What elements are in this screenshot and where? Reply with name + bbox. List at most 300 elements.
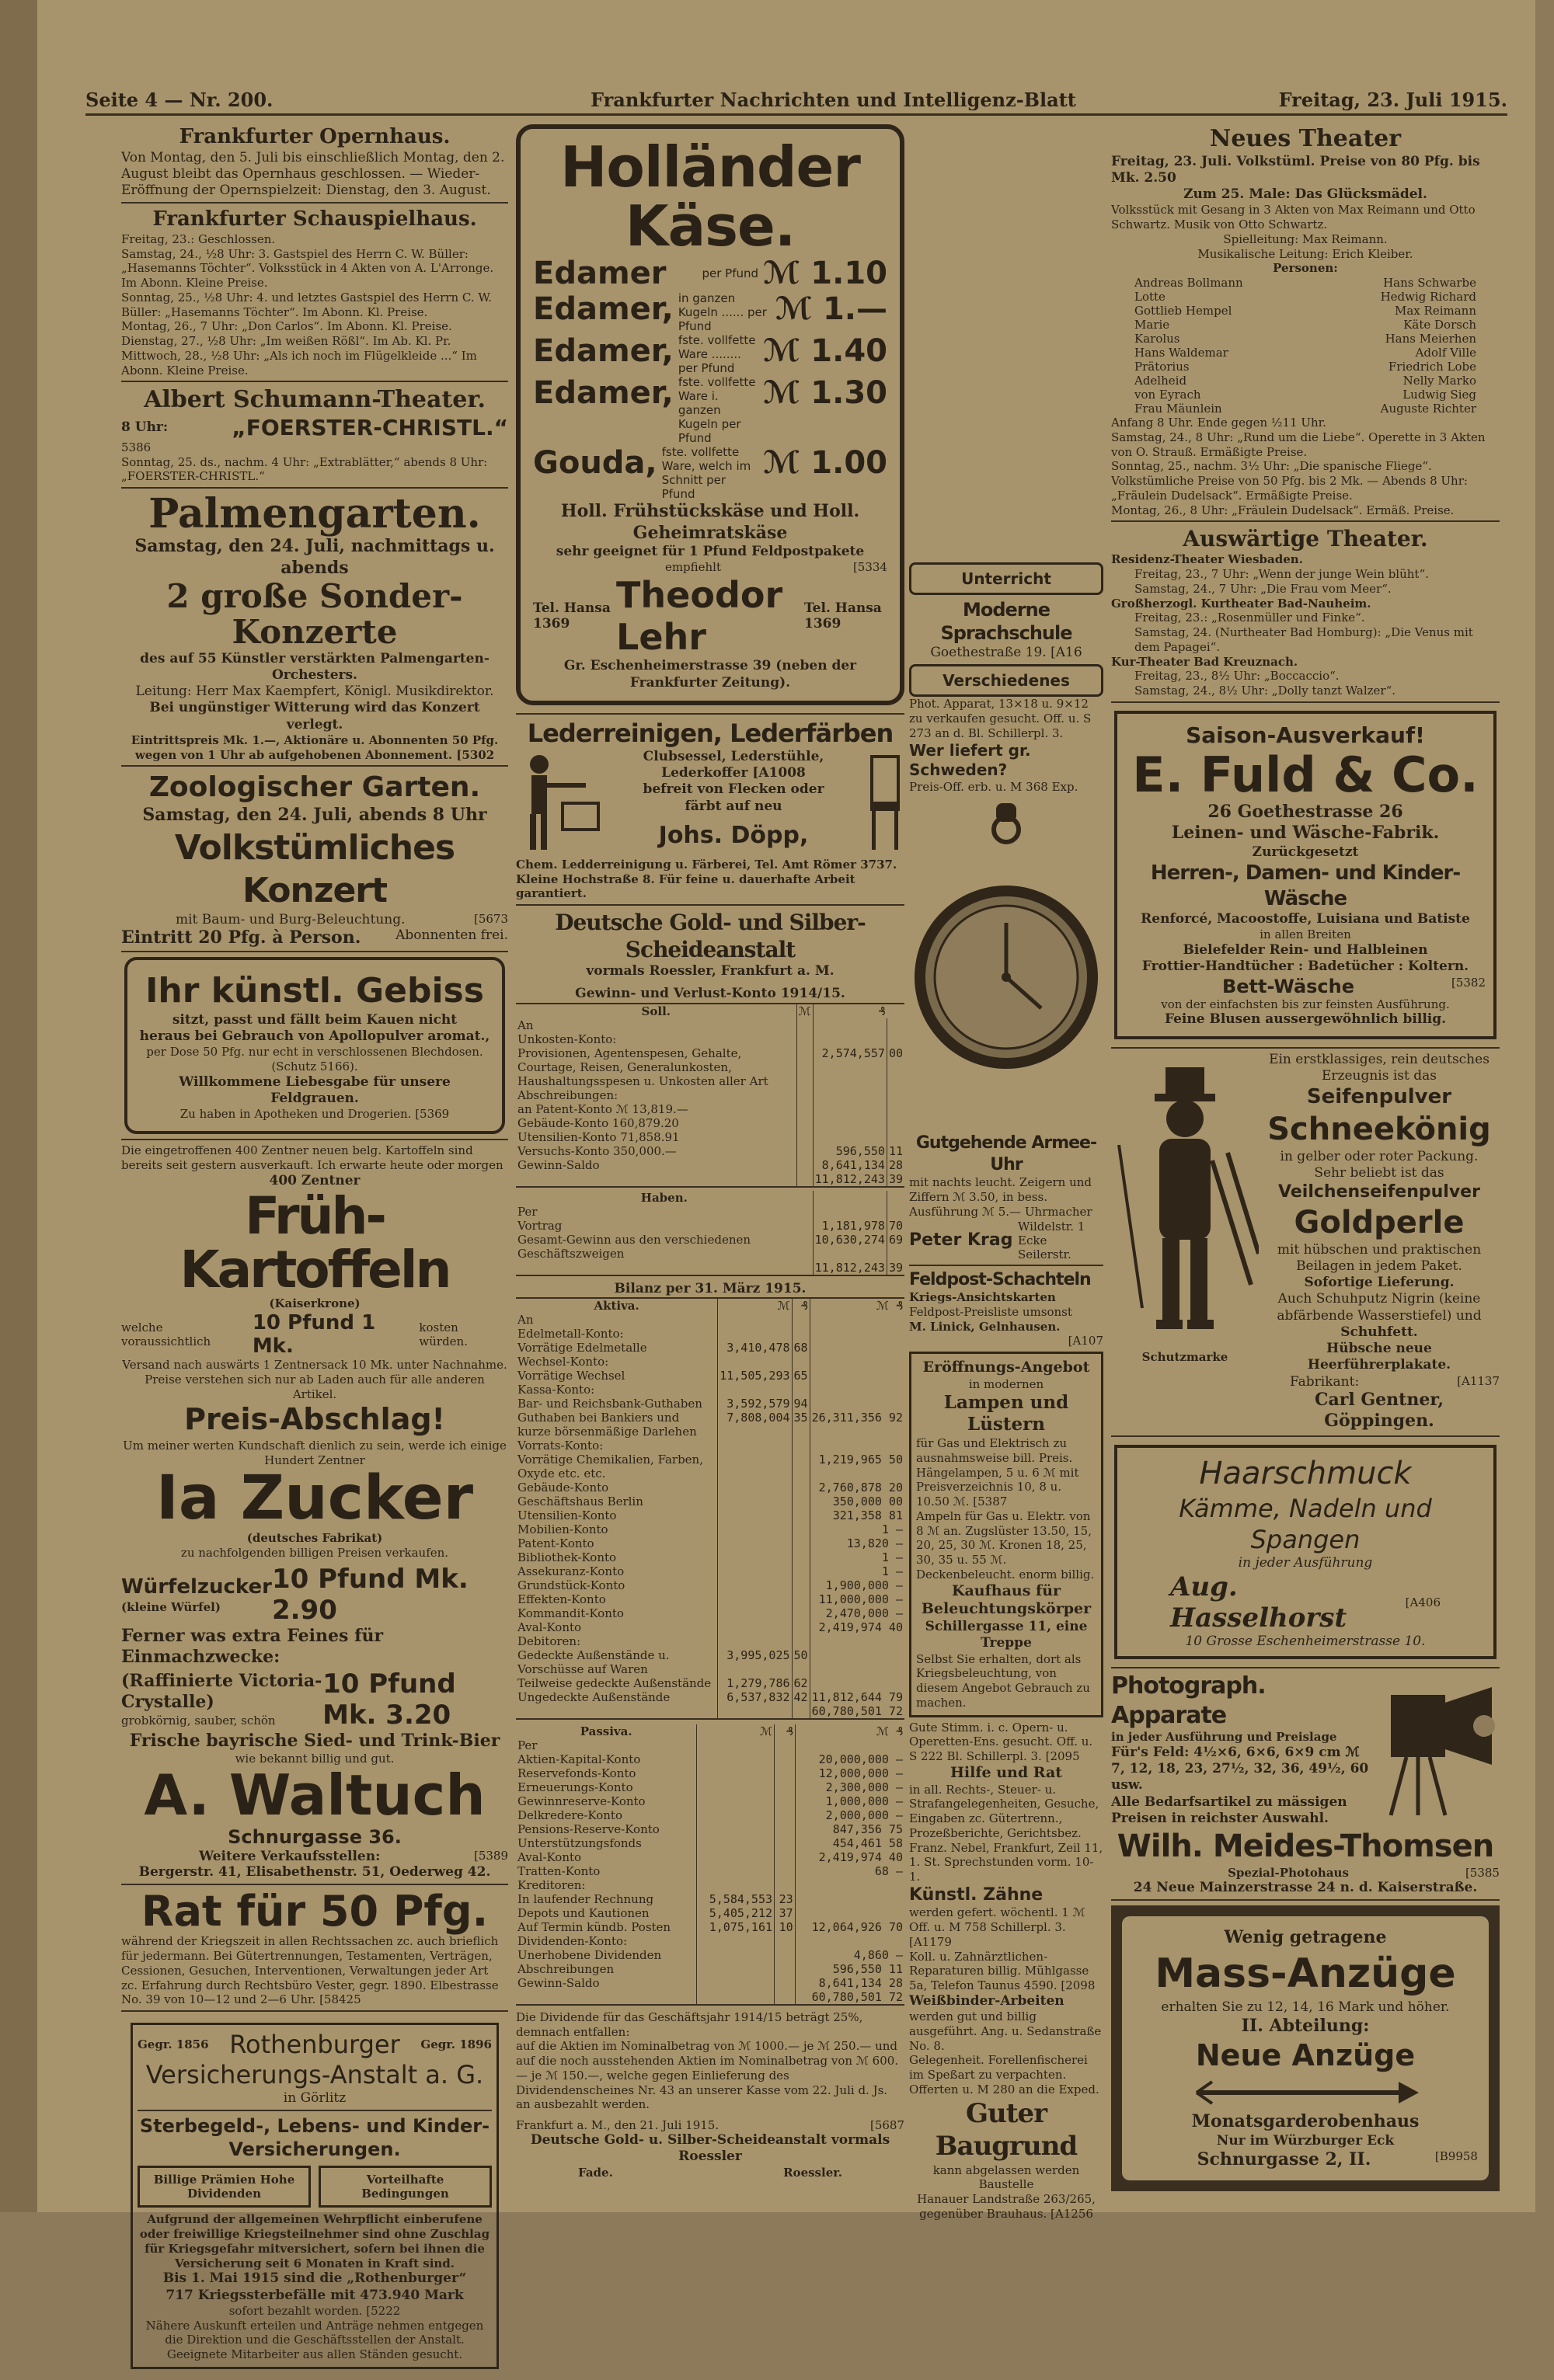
c3-hilfe: Hilfe und Rat [949,1763,1063,1781]
schnee-code: [A1137 [1457,1373,1500,1388]
aktiva-cell [792,1522,810,1536]
aktiva-cell: Gedeckte Außenstände u. Vorschüsse auf Waren [517,1648,670,1676]
gvsoll-cell [796,1144,813,1158]
gvsoll-row [516,1046,904,1088]
passiva-head: Passiva. [580,1724,632,1738]
gebiss-l6: Zu haben in Apotheken und Drogerien. [5369 [179,1107,450,1122]
leder-title: Lederreinigen, Lederfärben [527,718,894,748]
leder-l2: Lederkoffer [A1008 [661,765,806,781]
kaese-feld: sehr geeignet für 1 Pfund Feldpostpakete [556,544,865,560]
aktiva-row [516,1522,904,1536]
c3-lampen: Lampen und Lüstern [943,1391,1069,1435]
waltuch-stellen: Bergerstr. 41, Elisabethenstr. 51, Oederweg 42. [138,1863,491,1880]
zucker-sub: (deutsches Fabrikat) [246,1531,383,1546]
gvsoll-row [516,1032,904,1046]
aktiva-cell [792,1453,810,1481]
passiva-row [516,1892,904,1906]
passiva-row [516,1962,904,1976]
rat-ad [121,1888,508,2007]
aktiva-cell: 1,900,000 — [810,1578,904,1592]
aktiva-cell [718,1704,792,1719]
gvsoll-cell [796,1032,813,1046]
rothenburger-gegr1: Gegr. 1856 [138,2037,209,2052]
cast-list [1111,276,1500,416]
aktiva-cell: 11,505,293 [718,1369,792,1383]
passiva-row [516,1976,904,1990]
c3-moderne: Moderne Sprachschule [940,599,1072,644]
rothenburger-code: sofort bezahlt worden. [5222 [228,2303,401,2318]
oper-text: Von Montag, den 5. Juli bis einschließlich Montag, den 2. August bleibt das Opernhaus geschlossen. — Wieder-Eröffnung der Opernspielzeit: Dienstag, den 3. August. [121,149,505,198]
passiva-cell: 2,300,000 — [795,1780,904,1794]
gvsoll-cell [813,1018,887,1032]
leder-l3: befreit von Flecken oder [643,781,824,798]
gvsoll-row [516,1172,904,1187]
passiva-cell: Per [517,1738,538,1752]
passiva-cell [697,1738,775,1752]
passiva-cell: Reservefonds-Konto [517,1766,636,1780]
photo-ad [1111,1672,1500,1827]
c3-stimm: Gute Stimm. i. c. Opern- u. Operetten-Ens. gesucht. Off. u. S 222 Bl. Schillerpl. 3. [2095 [909,1720,1093,1763]
scheide-sub: vormals Roessler, Frankfurt a. M. [586,963,834,979]
aktiva-cell [718,1453,792,1481]
rothenburger-sterbe: Sterbegeld-, Lebens- und Kinder-Versicherungen. [139,2115,490,2161]
schauspiel-line-5: Mittwoch, 28., ½8 Uhr: „Als ich noch im Flügelkleide ...“ Im Abonn. Kleine Preise. [121,348,477,378]
gvsoll-cell [887,1116,904,1130]
aktiva-cell [792,1550,810,1564]
gebiss-ad [124,957,505,1134]
passiva-cell [775,1822,796,1836]
camera-icon [1383,1672,1500,1819]
c3-versch: Verschiedenes [909,664,1103,697]
c3-bau: Baustelle [978,2177,1034,2192]
aktiva-cell: 94 [792,1397,810,1411]
scheide-ad [516,909,904,2180]
c3-goethe: Goethestraße 19. [A16 [930,645,1082,660]
aktiva-cell: An [517,1312,534,1327]
aktiva-cell: 11,812,644 79 [810,1690,904,1704]
cast-row [1134,276,1476,290]
aktiva-cell [792,1578,810,1592]
schumann-code: 5386 [121,440,152,454]
passiva-cell: 847,356 75 [795,1822,904,1836]
column-3 [909,562,1103,2222]
aktiva-cell [810,1634,904,1648]
aktiva-cell: 3,995,025 [718,1648,792,1676]
passiva-cell [775,1780,796,1794]
victoria-sub: grobkörnig, sauber, schön [121,1713,276,1728]
aktiva-cell: 321,358 81 [810,1508,904,1522]
passiva-cell [775,1808,796,1822]
rothenburger-ort: in Görlitz [283,2090,347,2107]
haar-title: Haarschmuck [1199,1455,1412,1491]
kartoffel-versand: Versand nach auswärts 1 Zentnersack 10 Mk. unter Nachnahme. Preise verstehen sich nur ab Laden auch für alle anderen Artikel. [122,1358,507,1401]
fuld-bett: Bett-Wäsche [1221,975,1355,997]
palmengarten-date: Samstag, den 24. Juli, nachmittags u. abends [134,536,495,578]
aktiva-cell [792,1634,810,1648]
gvhaben-row [516,1261,904,1275]
passiva-cell: Gewinn-Saldo [517,1975,600,1990]
cast-role: Adelheid [1134,374,1187,388]
passiva-row [516,1920,904,1934]
aktiva-cell: 62 [792,1676,810,1690]
aktiva-cell [718,1383,792,1397]
gvsoll-cell [813,1102,887,1116]
aktiva-cell: 60,780,501 72 [810,1704,904,1719]
aktiva-cell: Utensilien-Konto [517,1508,617,1522]
right-page-edge [1535,0,1554,2212]
schnee-gold: Goldperle [1294,1204,1465,1240]
gebiss-l1: sitzt, passt und fällt beim Kauen nicht [172,1011,458,1028]
aktiva-cell [810,1341,904,1355]
rat-text: während der Kriegszeit in allen Rechtssachen zc. auch brieflich für jedermann. Bei Gütertrennungen, Testamenten, Verträgen, Cessionen, Gesuchen, Interventionen, Verwaltungen jeder Art zc. Erfahrung durch Rechtsbüro Vester, gegr. 1890. Elbestrasse No. 39 von 10—12 und 2—6 Uhr. [58425 [121,1934,499,2007]
gebiss-l3: per Dose 50 Pfg. nur echt in verschlossenen Blechdosen. [146,1045,483,1060]
schnee-plak: Hübsche neue Heerführerplakate. [1307,1341,1451,1373]
mass-abt: II. Abteilung: [1241,2016,1370,2037]
leder-l5: Chem. Ledderreinigung u. Färberei, Tel. Amt Römer 3737. [516,857,897,872]
aktiva-row [516,1439,904,1453]
passiva-row [516,1934,904,1948]
zoo-ad [121,770,508,948]
kartoffel-title: Früh-Kartoffeln [179,1185,450,1300]
fuld-renf: Renforcé, Macoostoffe, Luisiana und Batiste [1141,911,1470,927]
cast-role: Marie [1134,318,1170,332]
passiva-cell: 1,000,000 — [795,1794,904,1808]
wuerfel-sub: (kleine Würfel) [121,1599,221,1614]
passiva-cell: 2,000,000 — [795,1808,904,1822]
aktiva-cell [810,1369,904,1383]
aktiva-cell: Bar- und Reichsbank-Guthaben [517,1396,702,1411]
aktiva-row [516,1355,904,1369]
cast-actor: Adolf Ville [1415,346,1476,360]
kaese-item-4: Gouda, fste. vollfette Ware, welch im Schnitt per Pfund ℳ 1.00 [533,445,887,502]
aktiva-cell: Effekten-Konto [517,1592,606,1606]
zoo-title: Zoologischer Garten. [148,771,481,804]
column-2 [516,124,904,2180]
c3-schwe2: Preis-Off. erb. u. M 368 Exp. [909,779,1078,794]
aktiva-cell: Edelmetall-Konto: [517,1326,624,1341]
gvsoll-row [516,1088,904,1102]
gvsoll-cell: Gewinn-Saldo [517,1157,600,1172]
aktiva-cell [718,1313,792,1327]
schauspiel-ad [121,207,508,378]
aktiva-cell [810,1648,904,1676]
passiva-cell [795,1934,904,1948]
gvsoll-cell [796,1046,813,1088]
column-1 [121,124,508,2380]
aktiva-cell [718,1634,792,1648]
aktiva-cell [718,1355,792,1369]
aktiva-cell [810,1383,904,1397]
ausw-r1: Freitag, 23., 7 Uhr: „Wenn der junge Wein blüht“. [1134,567,1429,581]
aktiva-row [516,1564,904,1578]
aktiva-cell: 2,470,000 — [810,1606,904,1620]
neues-l1: Freitag, 23. Juli. Volkstüml. Preise von 80 Pfg. bis Mk. 2.50 [1111,153,1480,186]
passiva-row [516,1822,904,1836]
haar-addr: 10 Grosse Eschenheimerstrasse 10. [1185,1633,1426,1649]
cast-row [1134,374,1476,388]
victoria-price: 10 Pfund Mk. 3.20 [322,1668,456,1731]
ausw-r0: Residenz-Theater Wiesbaden. [1111,552,1303,567]
passiva-cell [795,1906,904,1920]
fuld-breit: in allen Breiten [1260,927,1351,942]
neues-l5: Musikalische Leitung: Erich Kleiber. [1197,246,1413,261]
oper-title: Frankfurter Opernhaus. [179,125,451,148]
scheide-ort: Frankfurt a. M., den 21. Juli 1915. [516,2118,720,2133]
scheide-sig: Deutsche Gold- u. Silber-Scheideanstalt vormals Roessler [530,2132,890,2165]
aktiva-cell: Vorrätige Chemikalien, Farben, Oxyde etc. etc. [517,1452,703,1481]
aktiva-cell: 2,419,974 40 [810,1620,904,1634]
header-page-number: Seite 4 — Nr. 200. [85,89,274,111]
aktiva-row [516,1592,904,1606]
kartoffel-zentner: 400 Zentner [269,1172,361,1188]
gvsoll-cell [813,1116,887,1130]
fuld-addr: 26 Goethestrasse 26 [1207,801,1403,822]
aktiva-row [516,1494,904,1508]
kartoffel-pfund-post: kosten würden. [419,1320,468,1349]
ausw-r4: Freitag, 23.: „Rosenmüller und Finke“. [1134,611,1365,625]
scheide-code: [5687 [869,2118,904,2133]
passiva-cell [697,1752,775,1766]
zucker-text: zu nachfolgenden billigen Preisen verkaufen. [180,1546,449,1561]
schnee-sehr: Sehr beliebt ist das [1314,1164,1444,1181]
passiva-row [516,1948,904,1962]
rothenburger-text: Aufgrund der allgemeinen Wehrpflicht einberufene oder freiwillige Kriegsteilnehmer sind ohne Zuschlag für Kriegsgefahr mitversichert, sofern bei ihnen die Versicherung seit 6 Monaten in Kraft sind. [139,2212,490,2270]
c3-ampeln: Ampeln für Gas u. Elektr. von 8 ℳ an. Zugslüster 13.50, 15, 20, 25, 30 ℳ. Kronen 18, 25, 30, 35 u. 55 ℳ. Deckenbeleucht. enorm billig. [916,1508,1095,1581]
kaese-addr: Gr. Eschenheimerstrasse 39 (neben der Frankfurter Zeitung). [563,658,857,691]
aktiva-row [516,1606,904,1620]
passiva-cell: Auf Termin kündb. Posten [517,1919,671,1934]
rothenburger-nah: Nähere Auskunft erteilen und Anträge nehmen entgegen die Direktion und die Geschäftsstellen der Anstalt. Geeignete Mitarbeiter aus allen Ständen gesucht. [145,2318,484,2362]
scheide-title: Deutsche Gold- und Silber-Scheideanstalt [555,910,866,963]
photo-l2: Für's Feld: 4½×6, 6×6, 6×9 cm ℳ 7, 12, 18, 23, 27½, 32, 36, 49½, 60 usw. [1111,1744,1369,1794]
ausw-r8: Samstag, 24., 8½ Uhr: „Dolly tanzt Walzer“. [1134,684,1396,698]
schauspiel-line-3: Montag, 26., 7 Uhr: „Don Carlos“. Im Abonn. Kl. Preise. [121,319,452,334]
aktiva-cell: 3,592,579 [718,1397,792,1411]
aktiva-cell: 1,219,965 50 [810,1453,904,1481]
photo-code: [5385 [1465,1866,1500,1881]
aktiva-cell: 1 — [810,1522,904,1536]
mass-mon: Monatsgarderobenhaus [1191,2111,1420,2132]
c3-zaehne: Künstl. Zähne [909,1884,1044,1905]
kaese-holl: Holl. Frühstückskäse und Holl. Geheimratskäse [560,501,860,543]
gvhaben-cell: 39 [887,1261,904,1275]
kartoffel-pfund: 10 Pfund 1 Mk. [252,1311,376,1359]
passiva-row [516,1906,904,1920]
aktiva-cell: 2,760,878 20 [810,1481,904,1494]
passiva-cell [795,1738,904,1752]
passiva-cell: 10 [775,1920,796,1934]
zoo-date: Samstag, den 24. Juli, abends 8 Uhr [142,805,487,826]
aktiva-cell [810,1676,904,1690]
neues-title: Neues Theater [1209,125,1402,152]
palmengarten-price: Eintrittspreis Mk. 1.—, Aktionäre u. Abonnenten 50 Pfg. wegen von 1 Uhr ab aufgehobenen Abonnement. [5302 [131,732,499,762]
aktiva-table: Aktiva. ℳ ₰ ℳ ₰ An Edelmetall-Konto: Vorrätige Edelmetalle 3,410,478 68 Wechsel-Konto: Vorrätige Wechsel 11,505,293 65 Kassa-Konto: Bar- und Reichsbank-Guthaben 3,592,579 94 Guthaben bei Bankiers und kurze börsenmäßige Darlehen 7,808,004 35 26,311,356 92 Vorrats-Konto: Vorrätige Chemikalien, Farben, Oxyde etc. etc. 1,219,965 50 Gebäude-Konto 2,760,878 20 Geschäftshaus Berlin 350,000 00 Utensilien-Konto 321,358 81 Mobilien-Konto 1 — Patent-Konto 13,820 — Bibliothek-Konto 1 — Assekuranz-Konto 1 — Grundstück-Konto 1,900,000 — Effekten-Konto 11,000,000 — Kommandit-Konto 2,470,000 — Aval-Konto 2,419,974 40 Debitoren: Gedeckte Außenstände u. Vorschüsse auf Waren 3,995,025 50 Teilweise gedeckte Außenstände 1,279,786 62 Ungedeckte Außenstände 6,537,832 42 11,812,644 79 60,780,501 72 [517,1298,903,1718]
cast-role: Lotte [1134,290,1166,304]
gvsoll-cell [796,1130,813,1144]
neues-l7: Sonntag, 25., nachm. 3½ Uhr: „Die spanische Fliege“. Volkstümliche Preise von 50 Pfg. bis 2 Mk. — Abends 8 Uhr: „Fräulein Dudelsack“. Ermäßigte Preise. [1111,459,1468,503]
kaese-perpfund: per Pfund [702,266,759,281]
kartoffel-sorte: (Kaiserkrone) [269,1296,361,1311]
arrow-icon [1189,2077,1422,2108]
photo-title: Photograph. Apparate [1111,1672,1266,1729]
passiva-cell [775,1850,796,1864]
c3-lampen2: für Gas und Elektrisch zu ausnahmsweise bill. Preis. Hängelampen, 5 u. 6 ℳ mit Preisverzeichnis 10, 8 u. 10.50 ℳ. [5387 [916,1436,1079,1508]
column-4 [1111,124,1500,2191]
gvhaben-cell: Vortrag [517,1218,563,1233]
gebiss-l5: Willkommene Liebesgabe für unsere Feldgrauen. [179,1073,451,1107]
cast-row [1134,290,1476,304]
aktiva-cell [718,1536,792,1550]
aktiva-cell [792,1494,810,1508]
gebiss-l4: (Schutz 5166). [271,1060,358,1074]
passiva-cell [697,1878,775,1892]
kaese-firm: Theodor Lehr [616,574,783,659]
neues-l8: Montag, 26., 8 Uhr: „Fräulein Dudelsack“. Ermäß. Preise. [1111,503,1455,517]
auswaertige-theater [1111,525,1500,698]
c3-krag: Peter Krag [909,1230,1013,1250]
oper-ad [121,124,508,199]
c3-uhr: Gutgehende Armee-Uhr [915,1133,1097,1174]
passiva-cell [697,1934,775,1948]
aktiva-cell: Guthaben bei Bankiers und kurze börsenmäßige Darlehen [517,1410,697,1439]
c3-eroeff2: in modernen [968,1376,1044,1391]
aktiva-cell [792,1481,810,1494]
schauspiel-line-0: Freitag, 23.: Geschlossen. [121,231,276,246]
schnee-intro: Ein erstklassiges, rein deutsches Erzeugnis ist das [1269,1051,1490,1084]
gv-soll-table: Soll. ℳ ₰ An Unkosten-Konto: Provisionen, Agentenspesen, Gehalte, Courtage, Reisen, Generalunkosten, Haushaltungsspesen u. Unkosten aller Art 2,574,557 00 Abschreibungen: an Patent-Konto ℳ 13,819.— Gebäude-Konto 160,879.20 Utensilien-Konto 71,858.91 Versuchs-Konto 350,000.— 596,550 11 Gewinn-Saldo 8,641,134 28 11,812,243 39 [517,1004,903,1186]
aktiva-cell: 3,410,478 [718,1341,792,1355]
aktiva-head: Aktiva. [594,1298,639,1313]
gebiss-l2: heraus bei Gebrauch von Apollopulver aromat., [139,1028,490,1045]
mass-erh: erhalten Sie zu 12, 14, 16 Mark und höher. [1161,1999,1450,2015]
schumann-title: Albert Schumann-Theater. [144,386,486,414]
mass-title: Mass-Anzüge [1155,1950,1456,1997]
fuld-saison: Saison-Ausverkauf! [1186,722,1425,748]
passiva-cell [697,1794,775,1808]
aktiva-row [516,1620,904,1634]
passiva-cell: Pensions-Reserve-Konto [517,1822,660,1836]
passiva-cell: 454,461 58 [795,1836,904,1850]
aktiva-cell: Grundstück-Konto [517,1578,625,1592]
passiva-row [516,1766,904,1780]
gvsoll-cell: 00 [887,1046,904,1088]
passiva-cell [775,1766,796,1780]
fuld-code: [5382 [1451,975,1486,990]
passiva-cell [795,1878,904,1892]
palmengarten-headline: 2 große Sonder-Konzerte [166,577,463,652]
schnee-schuh2: Schuhfett. [1340,1324,1418,1340]
kaese-item-0: Edamer per Pfund ℳ 1.10 [533,256,887,292]
leder-ad [516,718,904,901]
fuld-biel: Bielefelder Rein- und Halbleinen [1183,942,1428,959]
passiva-cell: 23 [775,1892,796,1906]
c3-uhr2: mit nachts leucht. Zeigern und Ziffern ℳ 3.50, in bess. Ausführung ℳ 5.— Uhrmacher [909,1175,1092,1219]
cast-row [1134,304,1476,318]
passiva-cell: 12,064,926 70 [795,1920,904,1934]
aktiva-row [516,1341,904,1355]
passiva-cell: Dividenden-Konto: [517,1933,628,1948]
rothenburger-gegr2: Gegr. 1896 [420,2037,492,2052]
ausw-r7: Freitag, 23., 8½ Uhr: „Boccaccio“. [1134,669,1340,684]
ausw-r3: Großherzogl. Kurtheater Bad-Nauheim. [1111,596,1371,611]
aktiva-cell: Vorrätige Wechsel [517,1368,625,1383]
kaese-item-2: Edamer, fste. vollfette Ware ........ per Pfund ℳ 1.40 [533,333,887,376]
gvsoll-cell [796,1102,813,1116]
mass-neue: Neue Anzüge [1195,2037,1416,2072]
bier-title: Frische bayrische Sied- und Trink-Bier [129,1730,500,1751]
aktiva-cell: Kommandit-Konto [517,1606,624,1620]
passiva-row [516,1836,904,1850]
schnee-schuh: Auch Schuhputz Nigrin (keine abfärbende Wasserstiefel) und [1277,1291,1482,1324]
gvsoll-cell [887,1130,904,1144]
aktiva-cell: Aval-Konto [517,1620,582,1634]
schneekoenig-ad [1111,1052,1500,1432]
fuld-blus: Feine Blusen aussergewöhnlich billig. [1164,1011,1447,1028]
kaese-ad [516,124,904,705]
aktiva-cell: 68 [792,1341,810,1355]
c3-feld2: Kriegs-Ansichtskarten [909,1290,1056,1304]
kartoffel-pfund-pre: welche voraussichtlich [121,1320,211,1349]
passiva-cell [795,1892,904,1906]
header-paper-name: Frankfurter Nachrichten und Intelligenz-Blatt [591,89,1076,111]
gvhaben-cell: Per [517,1204,538,1219]
schnee-marke: Schutzmarke [1141,1349,1228,1364]
ausw-title: Auswärtige Theater. [1183,526,1428,552]
gvsoll-cell [516,1172,796,1187]
passiva-cell: 5,405,212 [697,1906,775,1920]
aktiva-row [516,1411,904,1439]
zoo-entry: Eintritt 20 Pfg. à Person. [121,927,361,948]
haar-aus: in jeder Ausführung [1238,1554,1373,1571]
waltuch-name: A. Waltuch [144,1762,486,1828]
aktiva-row [516,1313,904,1327]
aktiva-cell: Patent-Konto [517,1536,594,1550]
abschlag-text: Um meiner werten Kundschaft dienlich zu sein, werde ich einige Hundert Zentner [123,1438,507,1467]
passiva-cell [775,1990,796,2005]
aktiva-cell [810,1397,904,1411]
gvsoll-row [516,1144,904,1158]
gvsoll-cell [796,1088,813,1102]
c3-hanau: Hanauer Landstraße 263/265, [917,2192,1096,2206]
passiva-row [516,1990,904,2005]
gvhaben-cell: 69 [887,1233,904,1261]
gvsoll-row [516,1018,904,1032]
waltuch-weitere: Weitere Verkaufsstellen: [199,1848,381,1864]
passiva-cell: Depots und Kautionen [517,1905,650,1920]
fuld-einf: von der einfachsten bis zur feinsten Ausführung. [1161,997,1450,1011]
gvsoll-cell: 596,550 [813,1144,887,1158]
aktiva-cell: 6,537,832 [718,1690,792,1704]
passiva-row [516,1794,904,1808]
schnee-mit: mit hübschen und praktischen [1277,1241,1482,1258]
aktiva-cell [810,1327,904,1341]
aktiva-cell [810,1355,904,1369]
fuld-name: E. Fuld & Co. [1132,746,1479,803]
gvsoll-cell [887,1088,904,1102]
zoo-sub: mit Baum- und Burg-Beleuchtung. [176,911,406,927]
aktiva-cell [718,1606,792,1620]
aktiva-cell: Debitoren: [517,1634,581,1648]
aktiva-cell [718,1494,792,1508]
passiva-row [516,1752,904,1766]
waltuch-code: [5389 [473,1848,508,1863]
cast-role: Andreas Bollmann [1134,276,1243,290]
aktiva-cell: 1,279,786 [718,1676,792,1690]
neues-personen: Personen: [1273,261,1338,276]
aktiva-row [516,1508,904,1522]
passiva-row [516,1878,904,1892]
gv-soll-head: Soll. [641,1004,671,1018]
